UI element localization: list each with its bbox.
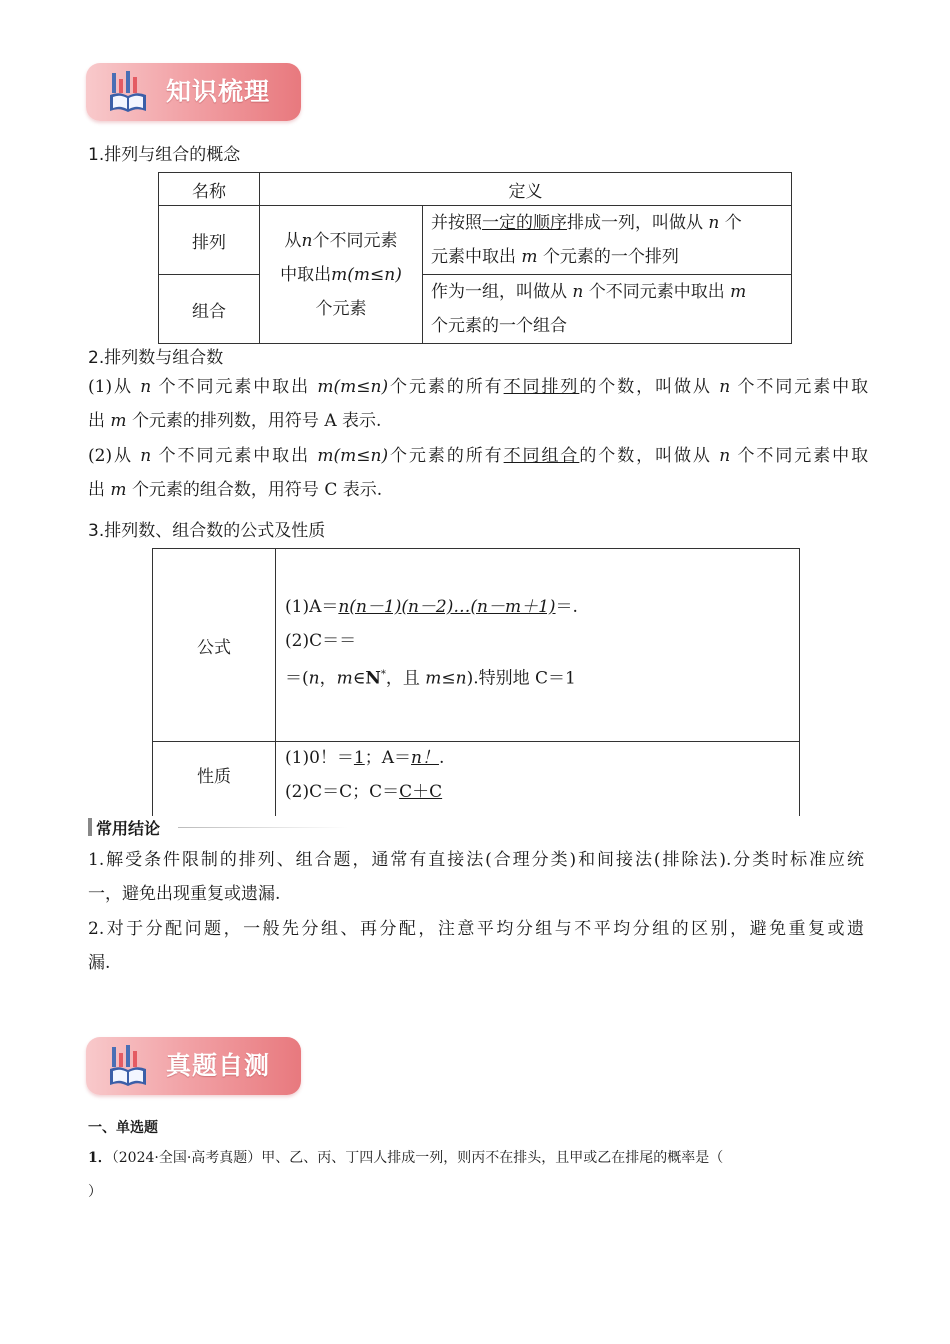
- section-title: 真题自测: [166, 1051, 271, 1080]
- combination-definition: 作为一组，叫做从 n 个不同元素中取出 m 个元素的一个组合: [423, 275, 792, 344]
- question-1: 1．（2024·全国·高考真题）甲、乙、丙、丁四人排成一列，则丙不在排头，且甲或乙在排尾的概率是（ ）: [88, 1150, 724, 1200]
- property-lines: (1)0！＝1；A＝n！. (2)C＝C；C＝C＋C: [285, 748, 445, 802]
- section-heading-1: 1.排列与组合的概念: [88, 145, 241, 165]
- question-type-heading: 一、单选题: [88, 1120, 158, 1136]
- section-banner-knowledge: [86, 63, 301, 121]
- row-combination-name: 组合: [159, 275, 260, 344]
- question-text: （2024·全国·高考真题）甲、乙、丙、丁四人排成一列，则丙不在排头，且甲或乙在排尾的概率是（: [111, 1150, 724, 1166]
- formula-table: [152, 548, 800, 816]
- conclusion-2: 2.对于分配问题，一般先分组、再分配，注意平均分组与不平均分组的区别，避免重复或遗 漏.: [88, 919, 864, 973]
- formula-label: 公式: [197, 637, 231, 658]
- property-label: 性质: [197, 766, 231, 787]
- concept-table: [158, 172, 792, 344]
- row-permutation-name: 排列: [159, 206, 260, 275]
- conclusion-1: 1.解受条件限制的排列、组合题，通常有直接法(合理分类)和间接法(排除法).分类时标准应统 一，避免出现重复或遗漏.: [88, 850, 864, 904]
- book-icon: [108, 69, 148, 115]
- formula-lines: (1)A＝n(n－1)(n－2)…(n－m＋1)＝. (2)C＝＝ ＝(n，m∈N*，且 m≤n).特别地 C＝1: [285, 597, 578, 689]
- header-definition: 定义: [260, 173, 792, 206]
- common-conclusion-tag: 常用结论: [88, 816, 348, 838]
- paragraph-permutation-number: (1)从 n 个不同元素中取出 m(m≤n)个元素的所有不同排列的个数，叫做从 n 个不同元素中取 出 m 个元素的排列数，用符号 A 表示.: [88, 377, 869, 431]
- section-heading-2: 2.排列数与组合数: [88, 348, 224, 368]
- paragraph-combination-number: (2)从 n 个不同元素中取出 m(m≤n)个元素的所有不同组合的个数，叫做从 n 个不同元素中取 出 m 个元素的组合数，用符号 C 表示.: [88, 446, 869, 500]
- permutation-definition: 并按照一定的顺序排成一列，叫做从 n 个 元素中取出 m 个元素的一个排列: [423, 206, 792, 275]
- book-icon: [108, 1043, 148, 1089]
- section-banner-selftest: [86, 1037, 301, 1095]
- shared-definition-cell: 从n个不同元素 中取出m(m≤n) 个元素: [260, 206, 423, 344]
- header-name: 名称: [159, 173, 260, 206]
- section-heading-3: 3.排列数、组合数的公式及性质: [88, 521, 326, 541]
- section-title: 知识梳理: [166, 77, 271, 106]
- question-number: 1．: [88, 1150, 112, 1166]
